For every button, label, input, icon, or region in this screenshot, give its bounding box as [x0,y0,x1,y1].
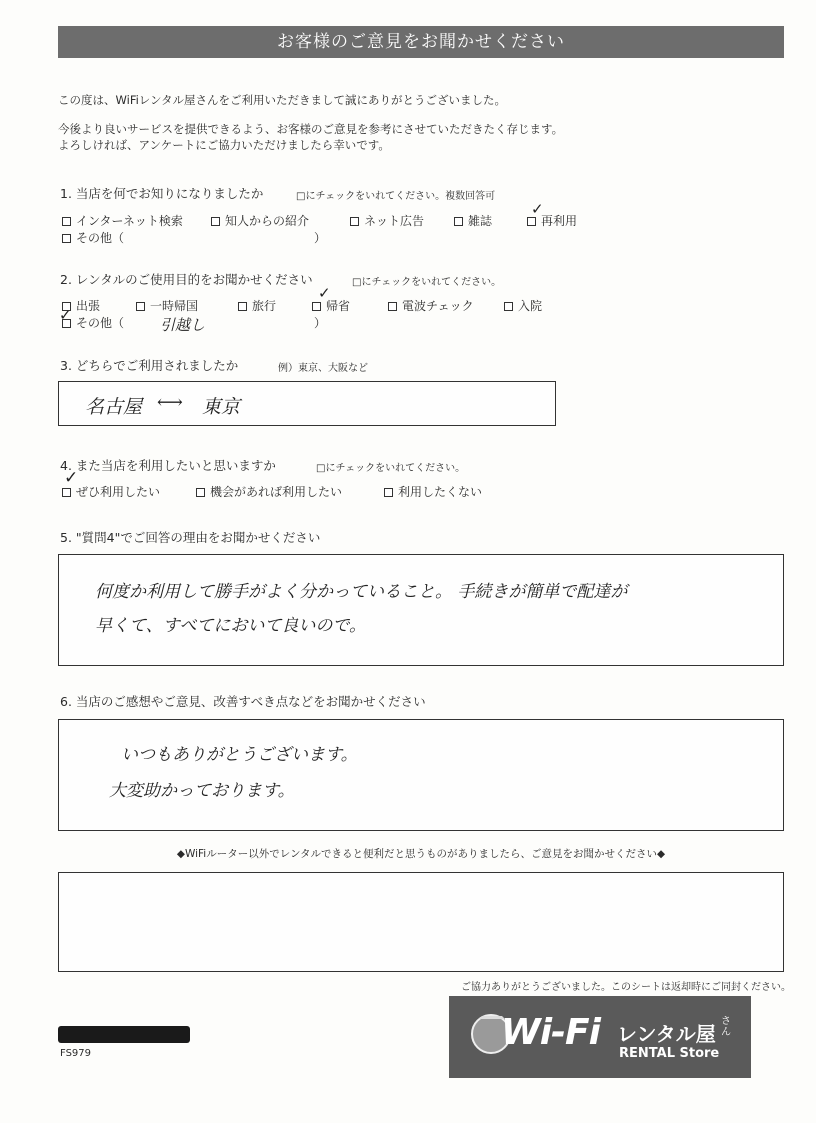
q4-option-no[interactable]: 利用したくない [384,483,482,500]
q1-option-net-ad[interactable]: ネット広告 [350,212,424,229]
q5-answer-line-1: 何度か利用して勝手がよく分かっていること。 手続きが簡単で配達が [95,582,628,602]
q1-option-other[interactable]: その他（ [62,229,124,246]
q2-label: 2. レンタルのご使用目的をお聞かせください [60,272,313,287]
q4-note: □にチェックをいれてください。 [316,463,466,474]
q2-note: □にチェックをいれてください。 [352,277,502,288]
logo-en-text: RENTAL Store [619,1046,720,1061]
checkbox-icon[interactable] [62,488,71,497]
q3-label: 3. どちらでご利用されましたか [60,358,239,373]
q7-answer-box[interactable] [58,872,784,972]
q2-other-close: ） [314,316,327,330]
q5-label: 5. "質問4"でご回答の理由をお聞かせください [60,530,321,545]
checkbox-icon[interactable] [388,302,397,311]
q1-option-referral[interactable]: 知人からの紹介 [211,212,309,229]
q2-option-hospital[interactable]: 入院 [504,297,542,314]
q2-option-other[interactable]: その他（ [62,314,124,331]
checkbox-icon[interactable] [527,217,536,226]
q7-label: ◆WiFiルーター以外でレンタルできると便利だと思うものがありましたら、ご意見をお聞かせください◆ [176,848,666,860]
q3-answer-to: 東京 [202,396,241,418]
q2-check-mark: ✓ [318,284,331,302]
intro-line-1: この度は、WiFiレンタル屋さんをご利用いただきまして誠にありがとうございました。 [58,93,507,107]
q4-label: 4. また当店を利用したいと思いますか [60,458,276,473]
q2-option-temp-return[interactable]: 一時帰国 [136,297,198,314]
q3-answer-from: 名古屋 [85,396,143,418]
q1-other-close: ） [314,231,327,245]
checkbox-icon[interactable] [454,217,463,226]
form-title: お客様のご意見をお聞かせください [58,26,784,58]
checkbox-icon[interactable] [62,234,71,243]
q1-option-reuse[interactable]: 再利用 [527,212,577,229]
checkbox-icon[interactable] [350,217,359,226]
logo-san-text: さん [721,1016,731,1038]
q2-option-homecoming[interactable]: 帰省 [312,297,350,314]
redacted-serial [58,1026,190,1043]
checkbox-icon[interactable] [211,217,220,226]
form-code: FS979 [60,1048,92,1059]
q6-label: 6. 当店のご感想やご意見、改善すべき点などをお聞かせください [60,694,426,709]
checkbox-icon[interactable] [62,217,71,226]
checkbox-icon[interactable] [312,302,321,311]
q2-option-signal-check[interactable]: 電波チェック [388,297,474,314]
q4-check-mark: ✓ [64,468,79,488]
q2-option-travel[interactable]: 旅行 [238,297,276,314]
q5-answer-line-2: 早くて、すべてにおいて良いので。 [95,616,366,636]
q6-answer-line-2: 大変助かっております。 [109,781,295,801]
q2-option-business[interactable]: 出張 [62,297,100,314]
q3-answer-box[interactable] [58,381,556,426]
intro-line-2: 今後より良いサービスを提供できるよう、お客様のご意見を参考にさせていただきたく存じます。 [58,122,564,136]
q2-other-answer: 引越し [160,316,206,334]
q5-answer-box[interactable] [58,554,784,666]
arrow-both-icon: ⟷ [157,392,183,413]
checkbox-icon[interactable] [384,488,393,497]
q6-answer-line-1: いつもありがとうございます。 [121,745,358,765]
q1-label: 1. 当店を何でお知りになりましたか [60,186,264,201]
logo-wifi-text: Wi-Fi [501,1012,600,1053]
checkbox-icon[interactable] [238,302,247,311]
q1-note: □にチェックをいれてください。複数回答可 [296,191,496,202]
q1-option-internet[interactable]: インターネット検索 [62,212,183,229]
q4-option-maybe[interactable]: 機会があれば利用したい [196,483,342,500]
q3-note: 例）東京、大阪など [278,363,368,374]
logo-jp-text: レンタル屋 [617,1022,716,1046]
checkbox-icon[interactable] [504,302,513,311]
q2-other-check-mark: ✓ [59,306,72,324]
checkbox-icon[interactable] [196,488,205,497]
checkbox-icon[interactable] [136,302,145,311]
q4-option-definitely[interactable]: ぜひ利用したい [62,483,160,500]
q1-check-mark: ✓ [531,200,544,218]
intro-line-3: よろしければ、アンケートにご協力いただけましたら幸いです。 [58,138,390,152]
footer-thanks: ご協力ありがとうございました。このシートは返却時にご同封ください。 [461,982,791,993]
q1-option-magazine[interactable]: 雑誌 [454,212,492,229]
q6-answer-box[interactable] [58,719,784,831]
brand-logo [449,996,751,1078]
